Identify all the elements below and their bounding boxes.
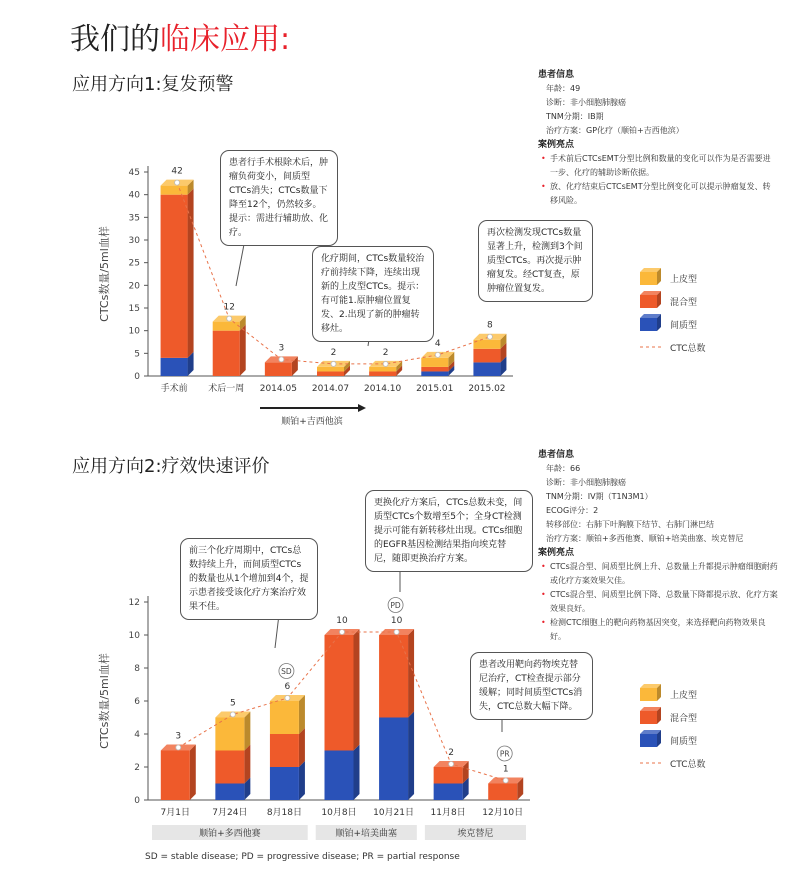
legend-label: CTC总数 bbox=[670, 344, 706, 354]
total-label: 2 bbox=[382, 347, 389, 358]
page-title bbox=[70, 14, 290, 58]
patient-info-line: 转移部位：右肺下叶胸膜下结节、右肺门淋巴结 bbox=[546, 520, 714, 529]
bar-segment-e4b88ae79aaee59e8b bbox=[213, 322, 240, 331]
bar-segment-e6b7b7e59088e59e8b bbox=[161, 195, 188, 358]
bar-segment-e997b4e8b4a8e59e8b bbox=[473, 362, 500, 376]
total-point bbox=[503, 778, 508, 783]
legend-label: 间质型 bbox=[670, 737, 698, 747]
bar-segment-e6b7b7e59088e59e8b bbox=[325, 635, 354, 751]
total-point bbox=[279, 357, 284, 362]
chart2 bbox=[0, 530, 800, 850]
x-tick-label: 2014.10 bbox=[364, 384, 402, 394]
total-label: 2 bbox=[448, 748, 455, 758]
legend-swatch-e4b88ae79aaee59e8b bbox=[640, 272, 657, 285]
x-tick-label: 7月1日 bbox=[160, 808, 191, 818]
bar-segment-e6b7b7e59088e59e8b bbox=[213, 331, 240, 376]
y-tick-label: 10 bbox=[128, 631, 140, 641]
total-label: 10 bbox=[390, 616, 403, 626]
section2-title: 应用方向2:疗效快速评价 bbox=[72, 456, 270, 477]
bar-segment-e997b4e8b4a8e59e8b bbox=[215, 784, 244, 801]
legend-swatch-e4b88ae79aaee59e8b bbox=[640, 688, 657, 701]
highlights-header: 案例亮点 bbox=[538, 548, 575, 558]
x-tick-label: 10月8日 bbox=[321, 808, 357, 818]
bar-segment-e4b88ae79aaee59e8b bbox=[473, 340, 500, 349]
total-point bbox=[394, 630, 399, 635]
highlight-point: • CTCs混合型、间质型比例上升、总数量上升都提示肿瘤细胞耐药或化疗方案效果欠佳。 bbox=[538, 560, 778, 588]
total-label: 4 bbox=[434, 338, 441, 349]
bar-segment-e997b4e8b4a8e59e8b bbox=[325, 751, 354, 801]
x-tick-label: 2014.05 bbox=[259, 384, 297, 394]
total-point bbox=[227, 316, 232, 321]
patient-info-line: 诊断：非小细胞肺腺癌 bbox=[546, 98, 626, 107]
total-label: 12 bbox=[223, 302, 235, 313]
bar-segment-side bbox=[299, 761, 305, 800]
total-label: 2 bbox=[330, 347, 337, 358]
legend-label: 上皮型 bbox=[670, 691, 698, 701]
legend-label: 间质型 bbox=[670, 321, 698, 331]
section1-title: 应用方向1:复发预警 bbox=[72, 74, 234, 95]
y-tick-label: 8 bbox=[134, 664, 140, 674]
total-label: 3 bbox=[278, 343, 285, 354]
bar-segment-side bbox=[240, 325, 246, 376]
total-point bbox=[230, 712, 235, 717]
patient-info-line: 年龄：66 bbox=[546, 464, 581, 473]
x-tick-label: 2014.07 bbox=[311, 384, 350, 394]
x-tick-label: 2015.02 bbox=[468, 384, 506, 394]
bar-segment-e4b88ae79aaee59e8b bbox=[317, 367, 344, 372]
total-point bbox=[285, 696, 290, 701]
x-tick-label: 11月8日 bbox=[430, 808, 466, 818]
bar-segment-e6b7b7e59088e59e8b bbox=[369, 371, 396, 376]
x-tick-label: 12月10日 bbox=[482, 808, 524, 818]
treatment-group-label: 顺铂+培美曲塞 bbox=[335, 829, 398, 839]
highlights-header: 案例亮点 bbox=[538, 140, 575, 150]
patient-info-line: 诊断：非小细胞肺腺癌 bbox=[546, 478, 626, 487]
bar-segment-e6b7b7e59088e59e8b bbox=[488, 784, 517, 801]
patient-info-header: 患者信息 bbox=[538, 70, 575, 80]
bar-segment-e6b7b7e59088e59e8b bbox=[215, 751, 244, 784]
bar-segment-side bbox=[408, 712, 414, 801]
bar-segment-e997b4e8b4a8e59e8b bbox=[421, 371, 448, 376]
status-marker-label: PD bbox=[390, 601, 401, 610]
total-label: 3 bbox=[175, 731, 182, 742]
y-tick-label: 25 bbox=[128, 258, 140, 269]
status-marker-label: PR bbox=[499, 749, 510, 759]
x-tick-label: 8月18日 bbox=[266, 808, 303, 818]
y-tick-label: 6 bbox=[134, 697, 140, 707]
total-label: 1 bbox=[502, 764, 509, 775]
bar-segment-e997b4e8b4a8e59e8b bbox=[379, 718, 408, 801]
legend-label: 混合型 bbox=[670, 298, 698, 308]
bar-segment-side bbox=[190, 745, 196, 801]
x-tick-label: 2015.01 bbox=[416, 384, 454, 394]
patient-info-line: ECOG评分：2 bbox=[546, 506, 599, 515]
total-point bbox=[383, 361, 388, 366]
total-point bbox=[340, 630, 345, 635]
page-title-prefix: 我们的 bbox=[70, 22, 160, 57]
bar-segment-e997b4e8b4a8e59e8b bbox=[161, 358, 188, 376]
total-label: 8 bbox=[487, 320, 493, 331]
total-point bbox=[435, 352, 440, 357]
total-label: 42 bbox=[171, 166, 183, 177]
y-tick-label: 12 bbox=[128, 598, 140, 608]
x-tick-label: 术后一周 bbox=[208, 384, 245, 394]
total-label: 6 bbox=[284, 682, 291, 692]
y-tick-label: 15 bbox=[128, 304, 140, 314]
bar-segment-e6b7b7e59088e59e8b bbox=[434, 767, 463, 784]
highlight-point: • 检测CTC细胞上的靶向药物基因突变，来选择靶向药物效果良好。 bbox=[538, 616, 778, 644]
treatment-group-label: 埃克替尼 bbox=[457, 829, 494, 839]
patient-info-line: TNM分期：IB期 bbox=[546, 112, 604, 121]
bar-segment-e4b88ae79aaee59e8b bbox=[421, 358, 448, 367]
total-point bbox=[175, 180, 180, 185]
highlight-point: • 放、化疗结束后CTCsEMT分型比例变化可以提示肿瘤复发、转移风险。 bbox=[538, 180, 778, 208]
callout-2-2: 更换化疗方案后，CTCs总数未变，间质型CTCs个数增至5个；全身CT检测提示可能有新转移灶出现。CTCs细胞的EGFR基因检测结果指向埃克替尼，随即更换治疗方案。 bbox=[365, 490, 533, 572]
y-tick-label: 30 bbox=[128, 236, 140, 246]
y-tick-label: 0 bbox=[134, 372, 140, 382]
bar-segment-side bbox=[188, 189, 194, 358]
x-tick-label: 手术前 bbox=[160, 384, 188, 394]
total-point bbox=[449, 762, 454, 767]
bar-segment-side bbox=[244, 745, 250, 784]
total-point bbox=[487, 334, 492, 339]
y-tick-label: 35 bbox=[128, 213, 140, 224]
bar-segment-e997b4e8b4a8e59e8b bbox=[434, 784, 463, 801]
callout-2-3: 患者改用靶向药物埃克替尼治疗，CT检查提示部分缓解；同时间质型CTCs消失，CTC总数大幅下降。 bbox=[470, 652, 593, 720]
x-tick-label: 10月21日 bbox=[373, 808, 415, 818]
total-point bbox=[176, 745, 181, 750]
total-point bbox=[331, 361, 336, 366]
bar-segment-e4b88ae79aaee59e8b bbox=[369, 367, 396, 372]
bar-segment-e6b7b7e59088e59e8b bbox=[379, 635, 408, 718]
callout-1-2: 化疗期间，CTCs数量较治疗前持续下降，连续出现新的上皮型CTCs。提示：有可能1.原肿瘤位置复发、2.出现了新的肿瘤转移灶。 bbox=[312, 246, 434, 342]
bar-segment-e6b7b7e59088e59e8b bbox=[421, 367, 448, 372]
bar-segment-side bbox=[244, 712, 250, 751]
callout-1-3: 再次检测发现CTCs数量显著上升，检测到3个间质型CTCs。再次提示肿瘤复发。经CT复查，原肿瘤位置复发。 bbox=[478, 220, 593, 302]
bar-segment-side bbox=[354, 745, 360, 801]
page-title-highlight: 临床应用: bbox=[160, 22, 291, 57]
patient-info-line: 年龄：49 bbox=[546, 84, 581, 93]
footnote: SD = stable disease; PD = progressive disease; PR = partial response bbox=[145, 852, 460, 862]
bar-segment-e6b7b7e59088e59e8b bbox=[317, 371, 344, 376]
patient-info-line: 治疗方案：顺铂+多西他赛、顺铂+培美曲塞、埃克替尼 bbox=[546, 534, 744, 543]
patient-info-line: TNM分期：IV期（T1N3M1） bbox=[546, 492, 653, 501]
legend-label: CTC总数 bbox=[670, 760, 706, 770]
legend-swatch-e997b4e8b4a8e59e8b bbox=[640, 318, 657, 331]
highlight-point: • CTCs混合型、间质型比例下降、总数量下降都提示放、化疗方案效果良好。 bbox=[538, 588, 778, 616]
highlight-point: • 手术前后CTCsEMT分型比例和数量的变化可以作为是否需要进一步、化疗的辅助诊断依据。 bbox=[538, 152, 778, 180]
legend-swatch-e6b7b7e59088e59e8b bbox=[640, 295, 657, 308]
bar-segment-side bbox=[408, 629, 414, 718]
y-tick-label: 2 bbox=[134, 763, 140, 773]
bar-segment-side bbox=[299, 695, 305, 734]
x-tick-label: 7月24日 bbox=[212, 808, 248, 818]
legend-label: 混合型 bbox=[670, 714, 698, 724]
bar-segment-e6b7b7e59088e59e8b bbox=[270, 734, 299, 767]
y-tick-label: 10 bbox=[128, 326, 140, 337]
legend-swatch-e6b7b7e59088e59e8b bbox=[640, 711, 657, 724]
bar-segment-e4b88ae79aaee59e8b bbox=[270, 701, 299, 734]
y-tick-label: 0 bbox=[134, 796, 140, 806]
y-axis-label: CTCs数量/5ml血样 bbox=[98, 653, 111, 749]
y-tick-label: 45 bbox=[128, 168, 140, 178]
bar-segment-side bbox=[299, 728, 305, 767]
legend-label: 上皮型 bbox=[670, 275, 698, 285]
treatment-label: 顺铂+吉西他滨 bbox=[281, 417, 343, 427]
total-label: 10 bbox=[336, 616, 348, 626]
bar-segment-e6b7b7e59088e59e8b bbox=[161, 751, 190, 801]
callout-1-1: 患者行手术根除术后，肿瘤负荷变小，间质型CTCs消失；CTCs数量下降至12个，仍然较多。提示：需进行辅助放、化疗。 bbox=[220, 150, 338, 246]
treatment-group-label: 顺铂+多西他赛 bbox=[199, 829, 261, 839]
bar-segment-e997b4e8b4a8e59e8b bbox=[270, 767, 299, 800]
total-label: 5 bbox=[229, 698, 236, 709]
bar-segment-e6b7b7e59088e59e8b bbox=[265, 362, 292, 376]
bar-segment-side bbox=[354, 629, 360, 751]
y-tick-label: 40 bbox=[128, 190, 140, 201]
bar-segment-e6b7b7e59088e59e8b bbox=[473, 349, 500, 363]
y-axis-label: CTCs数量/5ml血样 bbox=[98, 226, 111, 322]
callout-2-1: 前三个化疗周期中，CTCs总数持续上升，而间质型CTCs的数量也从1个增加到4个，提示患者接受该化疗方案治疗效果不佳。 bbox=[180, 538, 318, 620]
status-marker-label: SD bbox=[281, 667, 292, 676]
bar-segment-e4b88ae79aaee59e8b bbox=[161, 186, 188, 195]
legend-swatch-e997b4e8b4a8e59e8b bbox=[640, 734, 657, 747]
treatment-arrowhead bbox=[358, 404, 366, 412]
y-tick-label: 4 bbox=[134, 730, 140, 740]
patient-info-line: 治疗方案：GP化疗（顺铂+吉西他滨） bbox=[546, 126, 684, 135]
patient-info-header: 患者信息 bbox=[538, 450, 575, 460]
y-tick-label: 5 bbox=[134, 349, 140, 360]
y-tick-label: 20 bbox=[128, 281, 140, 292]
